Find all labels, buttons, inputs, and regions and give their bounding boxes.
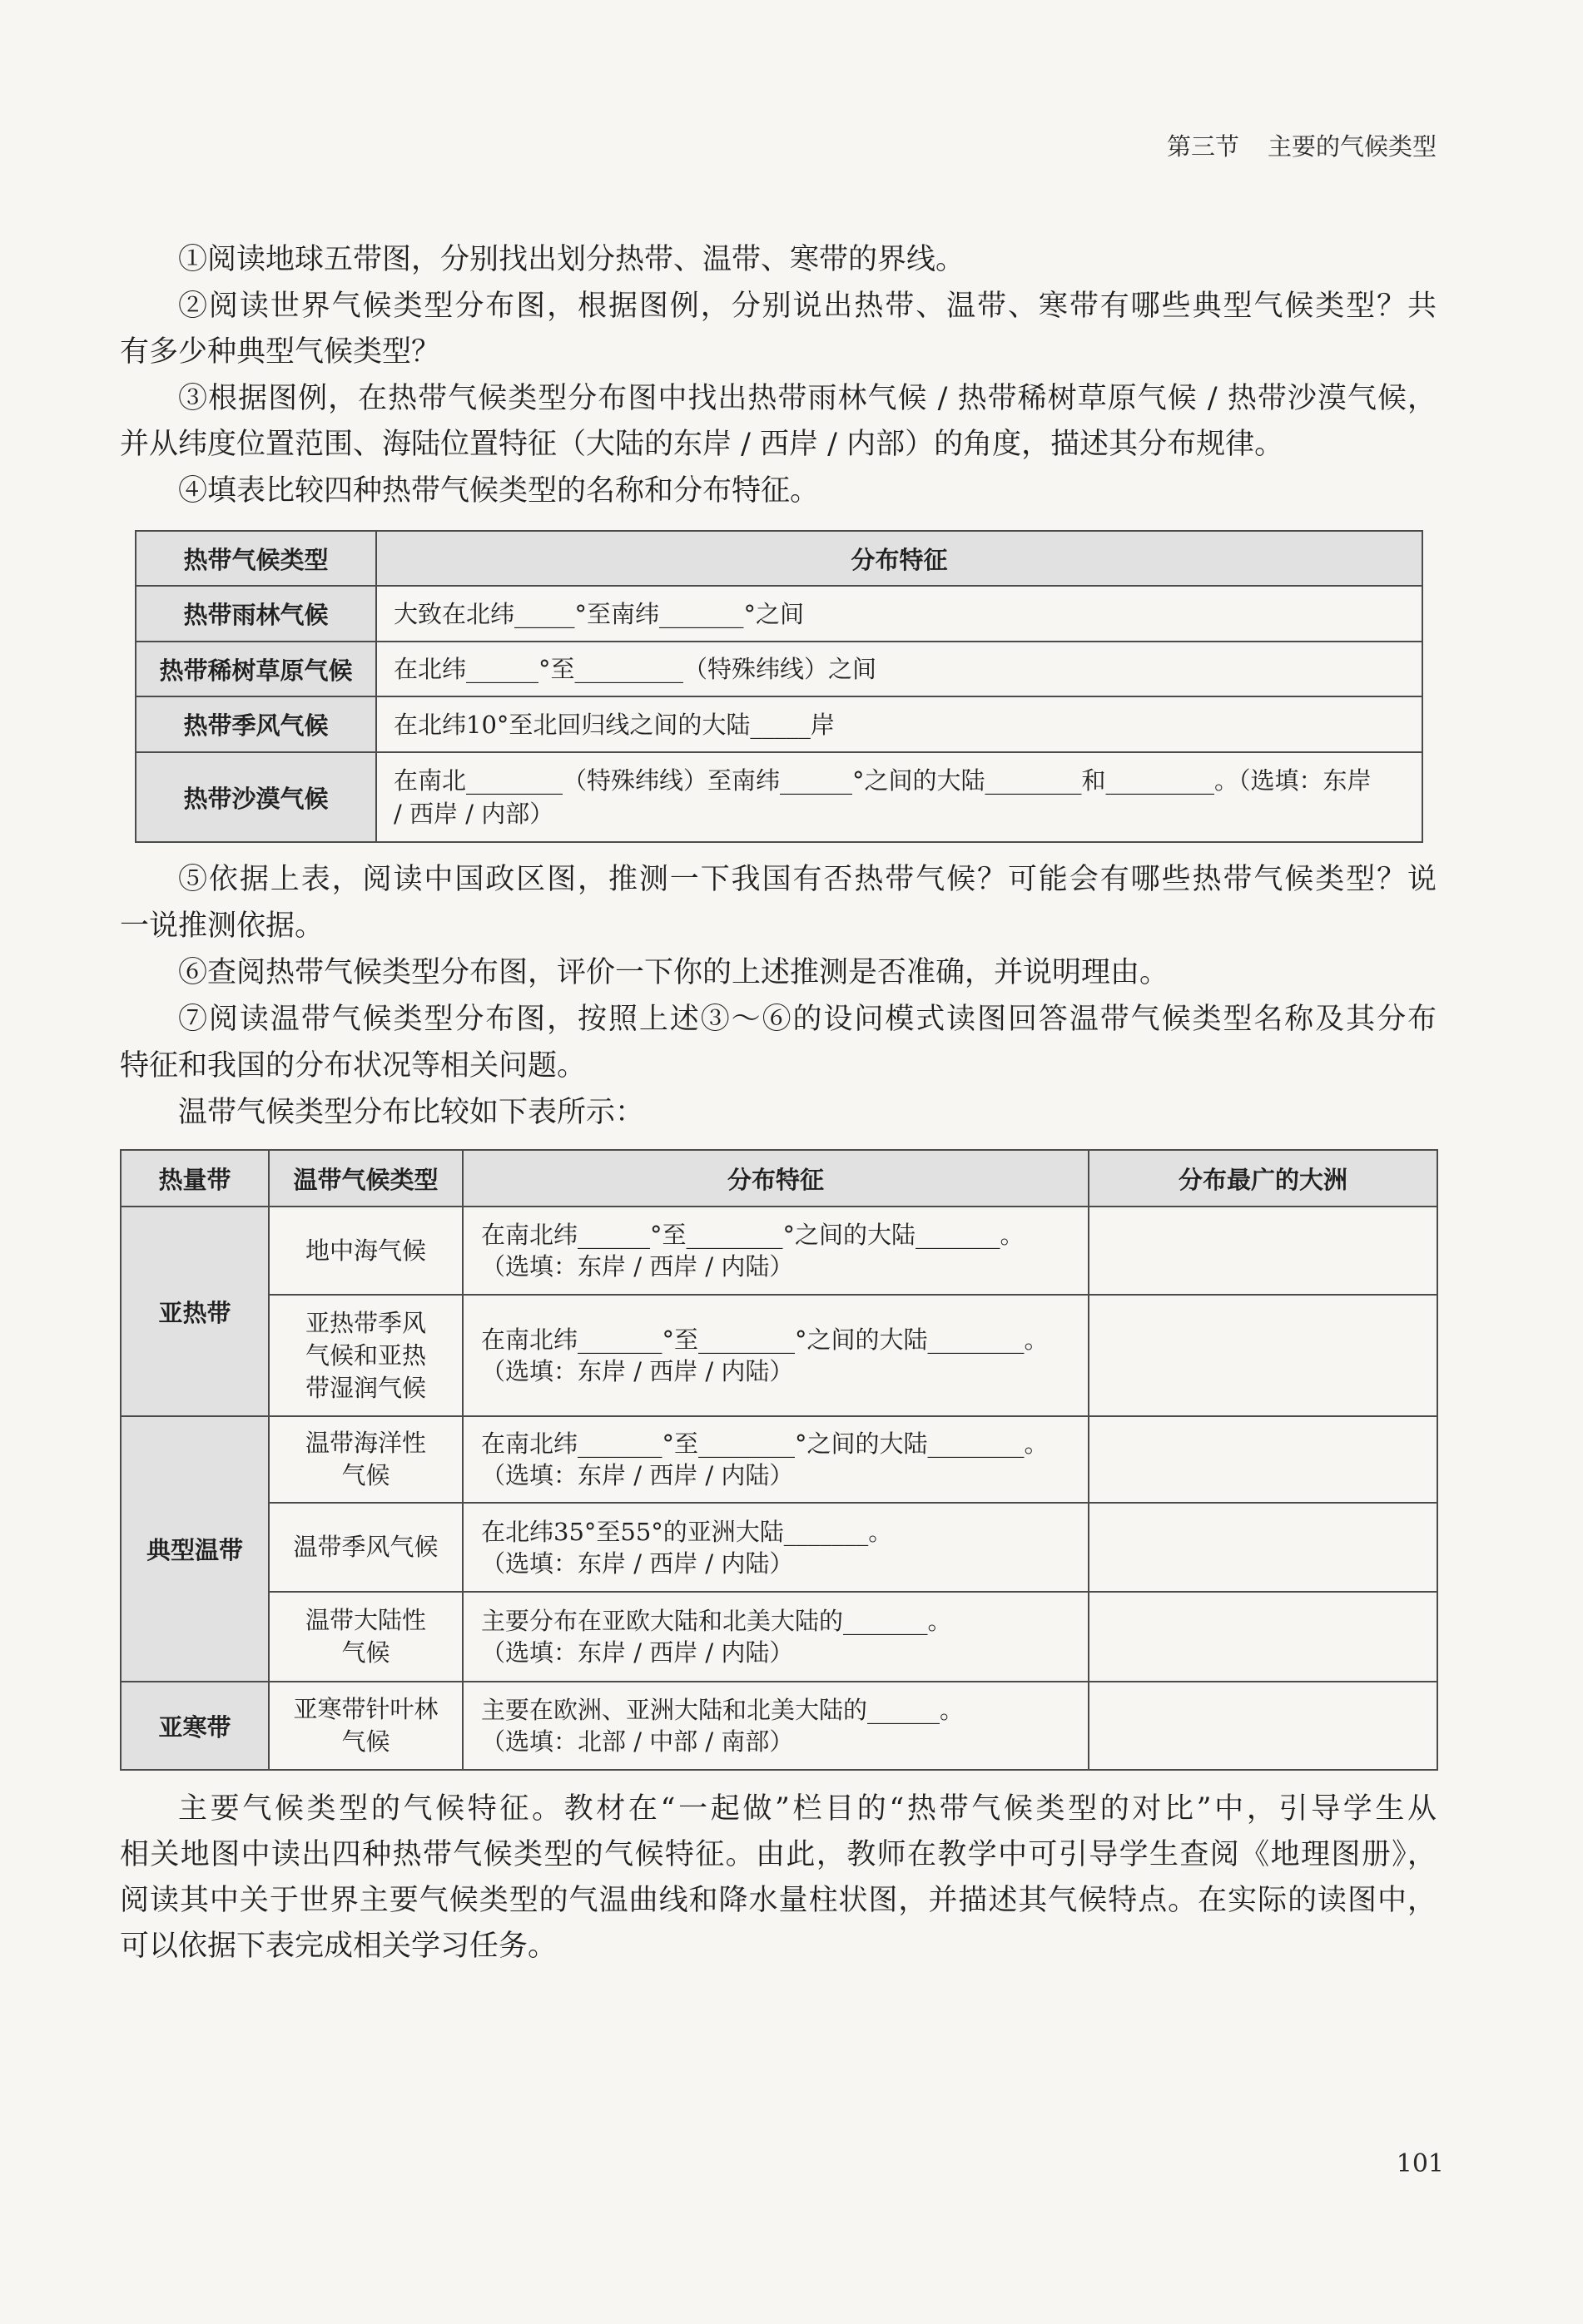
task-1-line: ①阅读地球五带图，分别找出划分热带、温带、寒带的界线。 — [178, 243, 965, 276]
choice-hint: （选填：东岸 / 西岸 / 内陆） — [481, 1461, 794, 1489]
page-number: 101 — [1396, 2149, 1444, 2178]
distribution-cell — [463, 1682, 1089, 1770]
climate-type-cell — [269, 1592, 463, 1682]
task-6-line: ⑥查阅热带气候类型分布图，评价一下你的上述推测是否准确，并说明理由。 — [178, 956, 1169, 989]
continent-answer-cell — [1089, 1295, 1437, 1416]
distribution-text: 主要分布在亚欧大陆和北美大陆的_______。 — [481, 1607, 952, 1635]
climate-type-text: 气候 — [341, 1727, 390, 1756]
table-header-row — [136, 531, 1422, 586]
distribution-cell — [376, 752, 1422, 842]
task-2-line-1: ②阅读世界气候类型分布图，根据图例，分别说出热带、温带、寒带有哪些典型气候类型？共 — [178, 289, 1437, 323]
continent-answer-cell — [1089, 1416, 1437, 1503]
paragraph-line-4: 可以依据下表完成相关学习任务。 — [120, 1930, 558, 1963]
tropical-task-list — [120, 237, 1437, 514]
continent-answer-cell — [1089, 1592, 1437, 1682]
heat-zone-cell: 典型温带 — [121, 1416, 269, 1682]
climate-features-paragraph — [120, 1786, 1437, 1970]
task-5-line-1: ⑤依据上表，阅读中国政区图，推测一下我国有否热带气候？可能会有哪些热带气候类型？说 — [178, 863, 1437, 896]
distribution-text: 在北纬10°至北回归线之间的大陆_____岸 — [394, 710, 835, 739]
distribution-text: / 西岸 / 内部） — [394, 800, 554, 828]
climate-type-cell: 热带雨林气候 — [136, 586, 376, 642]
climate-type-text: 温带海洋性 — [305, 1429, 426, 1457]
distribution-text: 在南北________（特殊纬线）至南纬______°之间的大陆________和_________。（选填：东岸 — [394, 766, 1372, 795]
task-3-line-1: ③根据图例，在热带气候类型分布图中找出热带雨林气候 / 热带稀树草原气候 / 热带沙漠气候， — [178, 381, 1437, 415]
climate-type-cell — [269, 1682, 463, 1770]
choice-hint: （选填：东岸 / 西岸 / 内陆） — [481, 1252, 794, 1281]
task-7-line-2: 特征和我国的分布状况等相关问题。 — [120, 1049, 587, 1083]
distribution-text: 在北纬35°至55°的亚洲大陆_______。 — [481, 1517, 893, 1546]
table-row — [121, 1207, 1437, 1295]
heat-zone-cell: 亚热带 — [121, 1207, 269, 1416]
task-3-line-2: 并从纬度位置范围、海陆位置特征（大陆的东岸 / 西岸 / 内部）的角度，描述其分布规律。 — [120, 428, 1284, 461]
climate-type-cell — [269, 1416, 463, 1503]
distribution-text: 在南北纬_______°至________°之间的大陆________。 — [481, 1326, 1049, 1354]
distribution-text: 大致在北纬_____°至南纬_______°之间 — [394, 599, 805, 628]
task-2-line-2: 有多少种典型气候类型？ — [120, 335, 441, 369]
running-header — [1167, 132, 1437, 161]
climate-type-text: 亚寒带针叶林 — [293, 1695, 439, 1723]
distribution-text: 在北纬______°至_________（特殊纬线）之间 — [394, 655, 877, 683]
climate-type-cell — [269, 1503, 463, 1592]
paragraph-line-2: 相关地图中读出四种热带气候类型的气候特征。由此，教师在教学中可引导学生查阅《地理图册》， — [120, 1838, 1437, 1871]
column-header-distribution: 分布特征 — [463, 1150, 1089, 1207]
climate-type-text: 温带大陆性 — [305, 1606, 426, 1634]
climate-type-text: 地中海气候 — [305, 1236, 426, 1265]
temperate-task-list — [120, 856, 1437, 1136]
task-5-line-2: 一说推测依据。 — [120, 909, 325, 943]
task-4-line: ④填表比较四种热带气候类型的名称和分布特征。 — [178, 473, 820, 508]
table-row — [136, 642, 1422, 696]
distribution-text: 主要在欧洲、亚洲大陆和北美大陆的______。 — [481, 1696, 965, 1724]
distribution-cell — [376, 642, 1422, 696]
task-7-line-1: ⑦阅读温带气候类型分布图，按照上述③～⑥的设问模式读图回答温带气候类型名称及其分布 — [178, 1003, 1437, 1036]
climate-type-cell: 热带稀树草原气候 — [136, 642, 376, 696]
choice-hint: （选填：东岸 / 西岸 / 内陆） — [481, 1549, 794, 1578]
paragraph-line-1: 主要气候类型的气候特征。教材在“一起做”栏目的“热带气候类型的对比”中，引导学生从 — [178, 1792, 1437, 1826]
distribution-cell — [463, 1592, 1089, 1682]
climate-type-text: 气候和亚热 — [305, 1340, 426, 1370]
climate-type-text: 气候 — [341, 1638, 390, 1667]
temperate-climate-table — [120, 1149, 1438, 1771]
continent-answer-cell — [1089, 1503, 1437, 1592]
climate-type-cell — [269, 1207, 463, 1295]
table-row — [121, 1295, 1437, 1416]
table-intro-line: 温带气候类型分布比较如下表所示： — [178, 1096, 645, 1129]
distribution-cell — [463, 1207, 1089, 1295]
climate-type-text: 亚热带季风 — [305, 1308, 426, 1337]
column-header-continent: 分布最广的大洲 — [1089, 1150, 1437, 1207]
heat-zone-cell: 亚寒带 — [121, 1682, 269, 1770]
choice-hint: （选填：北部 / 中部 / 南部） — [481, 1727, 794, 1756]
table-row — [136, 696, 1422, 752]
section-number: 第三节 — [1166, 132, 1239, 161]
column-header-climate-type: 温带气候类型 — [269, 1150, 463, 1207]
table-header-row — [121, 1150, 1437, 1207]
paragraph-line-3: 阅读其中关于世界主要气候类型的气温曲线和降水量柱状图，并描述其气候特点。在实际的读图中， — [120, 1884, 1437, 1917]
tropical-climate-table — [135, 530, 1423, 843]
distribution-cell — [376, 696, 1422, 752]
section-title: 主要的气候类型 — [1267, 132, 1437, 161]
table-row — [121, 1503, 1437, 1592]
climate-type-text: 温带季风气候 — [293, 1533, 439, 1561]
choice-hint: （选填：东岸 / 西岸 / 内陆） — [481, 1357, 794, 1385]
table-row — [136, 586, 1422, 642]
climate-type-text: 带湿润气候 — [305, 1373, 426, 1402]
distribution-text: 在南北纬_______°至________°之间的大陆________。 — [481, 1430, 1049, 1458]
climate-type-cell — [269, 1295, 463, 1416]
choice-hint: （选填：东岸 / 西岸 / 内陆） — [481, 1638, 794, 1667]
column-header-heat-zone: 热量带 — [121, 1150, 269, 1207]
table-row — [121, 1682, 1437, 1770]
table-row — [136, 752, 1422, 842]
distribution-text: 在南北纬______°至________°之间的大陆_______。 — [481, 1221, 1025, 1249]
distribution-cell — [376, 586, 1422, 642]
climate-type-cell: 热带季风气候 — [136, 696, 376, 752]
table-row — [121, 1416, 1437, 1503]
column-header-distribution: 分布特征 — [376, 531, 1422, 586]
continent-answer-cell — [1089, 1682, 1437, 1770]
column-header-climate-type: 热带气候类型 — [136, 531, 376, 586]
continent-answer-cell — [1089, 1207, 1437, 1295]
table-row — [121, 1592, 1437, 1682]
climate-type-text: 气候 — [341, 1461, 390, 1489]
distribution-cell — [463, 1295, 1089, 1416]
distribution-cell — [463, 1416, 1089, 1503]
climate-type-cell: 热带沙漠气候 — [136, 752, 376, 842]
distribution-cell — [463, 1503, 1089, 1592]
